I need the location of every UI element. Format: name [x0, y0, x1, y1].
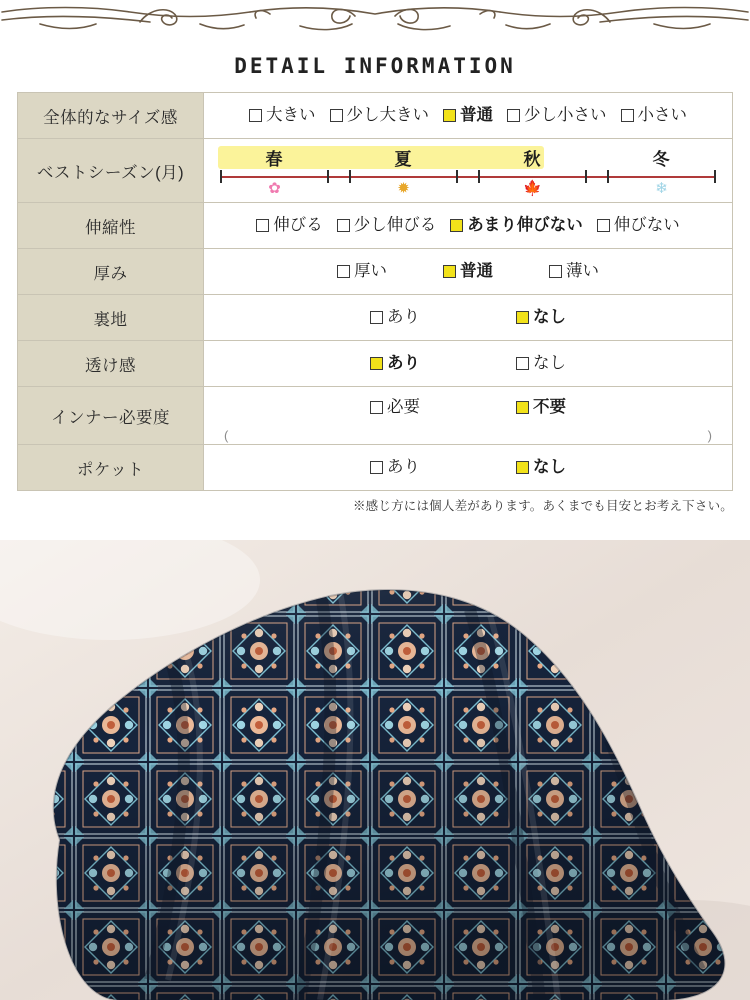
inner-note-paren-right: ) — [707, 427, 712, 443]
row-value-sheer — [204, 341, 733, 387]
maple-leaf-icon: 🍁 — [523, 179, 542, 197]
row-value-thickness — [204, 249, 733, 295]
option-size-2[interactable]: 普通 — [443, 107, 493, 124]
row-value-lining — [204, 295, 733, 341]
ornament-divider — [0, 0, 750, 48]
page-title: DETAIL INFORMATION — [234, 54, 516, 78]
row-label-lining: 裏地 — [18, 295, 204, 341]
option-stretch-1[interactable]: 少し伸びる — [337, 217, 437, 234]
table-row-size — [18, 93, 733, 139]
row-label-pocket: ポケット — [18, 445, 204, 491]
option-lining-1[interactable]: なし — [516, 309, 566, 326]
row-value-stretch — [204, 203, 733, 249]
season-icons — [210, 178, 726, 200]
checkbox-icon[interactable] — [549, 265, 562, 278]
checkbox-icon[interactable] — [249, 109, 262, 122]
table-row-season — [18, 139, 733, 203]
detail-information-table — [17, 92, 733, 491]
option-thickness-2[interactable]: 薄い — [549, 263, 599, 280]
option-inner-0[interactable]: 必要 — [370, 399, 420, 416]
season-chart — [210, 140, 726, 202]
checkbox-icon[interactable] — [443, 265, 456, 278]
snowflake-icon: ❄ — [655, 179, 668, 197]
option-sheer-0[interactable]: あり — [370, 355, 420, 372]
option-stretch-3[interactable]: 伸びない — [597, 217, 680, 234]
table-row-sheer — [18, 341, 733, 387]
option-sheer-1[interactable]: なし — [516, 355, 566, 372]
row-value-inner — [204, 387, 733, 445]
option-thickness-1[interactable]: 普通 — [443, 263, 493, 280]
checkbox-icon[interactable] — [337, 265, 350, 278]
checkbox-icon[interactable] — [507, 109, 520, 122]
season-name-spring: 春 — [265, 149, 284, 169]
option-thickness-0[interactable]: 厚い — [337, 263, 387, 280]
option-stretch-0[interactable]: 伸びる — [256, 217, 323, 234]
row-value-size — [204, 93, 733, 139]
checkbox-icon[interactable] — [516, 311, 529, 324]
checkbox-icon[interactable] — [443, 109, 456, 122]
row-value-season — [204, 139, 733, 203]
option-size-4[interactable]: 小さい — [621, 107, 688, 124]
option-size-1[interactable]: 少し大きい — [330, 107, 430, 124]
checkbox-icon[interactable] — [370, 401, 383, 414]
table-row-stretch — [18, 203, 733, 249]
flower-icon: ✿ — [268, 179, 281, 197]
checkbox-icon[interactable] — [256, 219, 269, 232]
footnote: ※感じ方には個人差があります。あくまでも目安とお考え下さい。 — [352, 499, 733, 513]
row-label-thickness: 厚み — [18, 249, 204, 295]
table-row-pocket — [18, 445, 733, 491]
sunflower-icon: ✹ — [397, 179, 410, 197]
checkbox-icon[interactable] — [370, 357, 383, 370]
checkbox-icon[interactable] — [516, 401, 529, 414]
option-lining-0[interactable]: あり — [370, 309, 420, 326]
row-value-pocket — [204, 445, 733, 491]
season-name-autumn: 秋 — [523, 149, 542, 169]
checkbox-icon[interactable] — [621, 109, 634, 122]
checkbox-icon[interactable] — [370, 311, 383, 324]
table-row-inner — [18, 387, 733, 445]
option-size-0[interactable]: 大きい — [249, 107, 316, 124]
option-stretch-2[interactable]: あまり伸びない — [450, 217, 583, 234]
row-label-inner: インナー必要度 — [18, 387, 204, 445]
inner-note-paren-left: ( — [224, 427, 229, 443]
table-row-lining — [18, 295, 733, 341]
checkbox-icon[interactable] — [516, 357, 529, 370]
checkbox-icon[interactable] — [597, 219, 610, 232]
checkbox-icon[interactable] — [450, 219, 463, 232]
checkbox-icon[interactable] — [516, 461, 529, 474]
row-label-size: 全体的なサイズ感 — [18, 93, 204, 139]
table-row-thickness — [18, 249, 733, 295]
checkbox-icon[interactable] — [330, 109, 343, 122]
checkbox-icon[interactable] — [337, 219, 350, 232]
option-pocket-0[interactable]: あり — [370, 459, 420, 476]
season-name-winter: 冬 — [652, 149, 671, 169]
checkbox-icon[interactable] — [370, 461, 383, 474]
option-inner-1[interactable]: 不要 — [516, 399, 566, 416]
option-size-3[interactable]: 少し小さい — [507, 107, 607, 124]
row-label-stretch: 伸縮性 — [18, 203, 204, 249]
season-name-summer: 夏 — [394, 149, 413, 169]
row-label-sheer: 透け感 — [18, 341, 204, 387]
paisley-print-garment-photo — [0, 540, 750, 1000]
row-label-season: ベストシーズン(月) — [18, 139, 204, 203]
option-pocket-1[interactable]: なし — [516, 459, 566, 476]
season-names — [210, 146, 726, 169]
